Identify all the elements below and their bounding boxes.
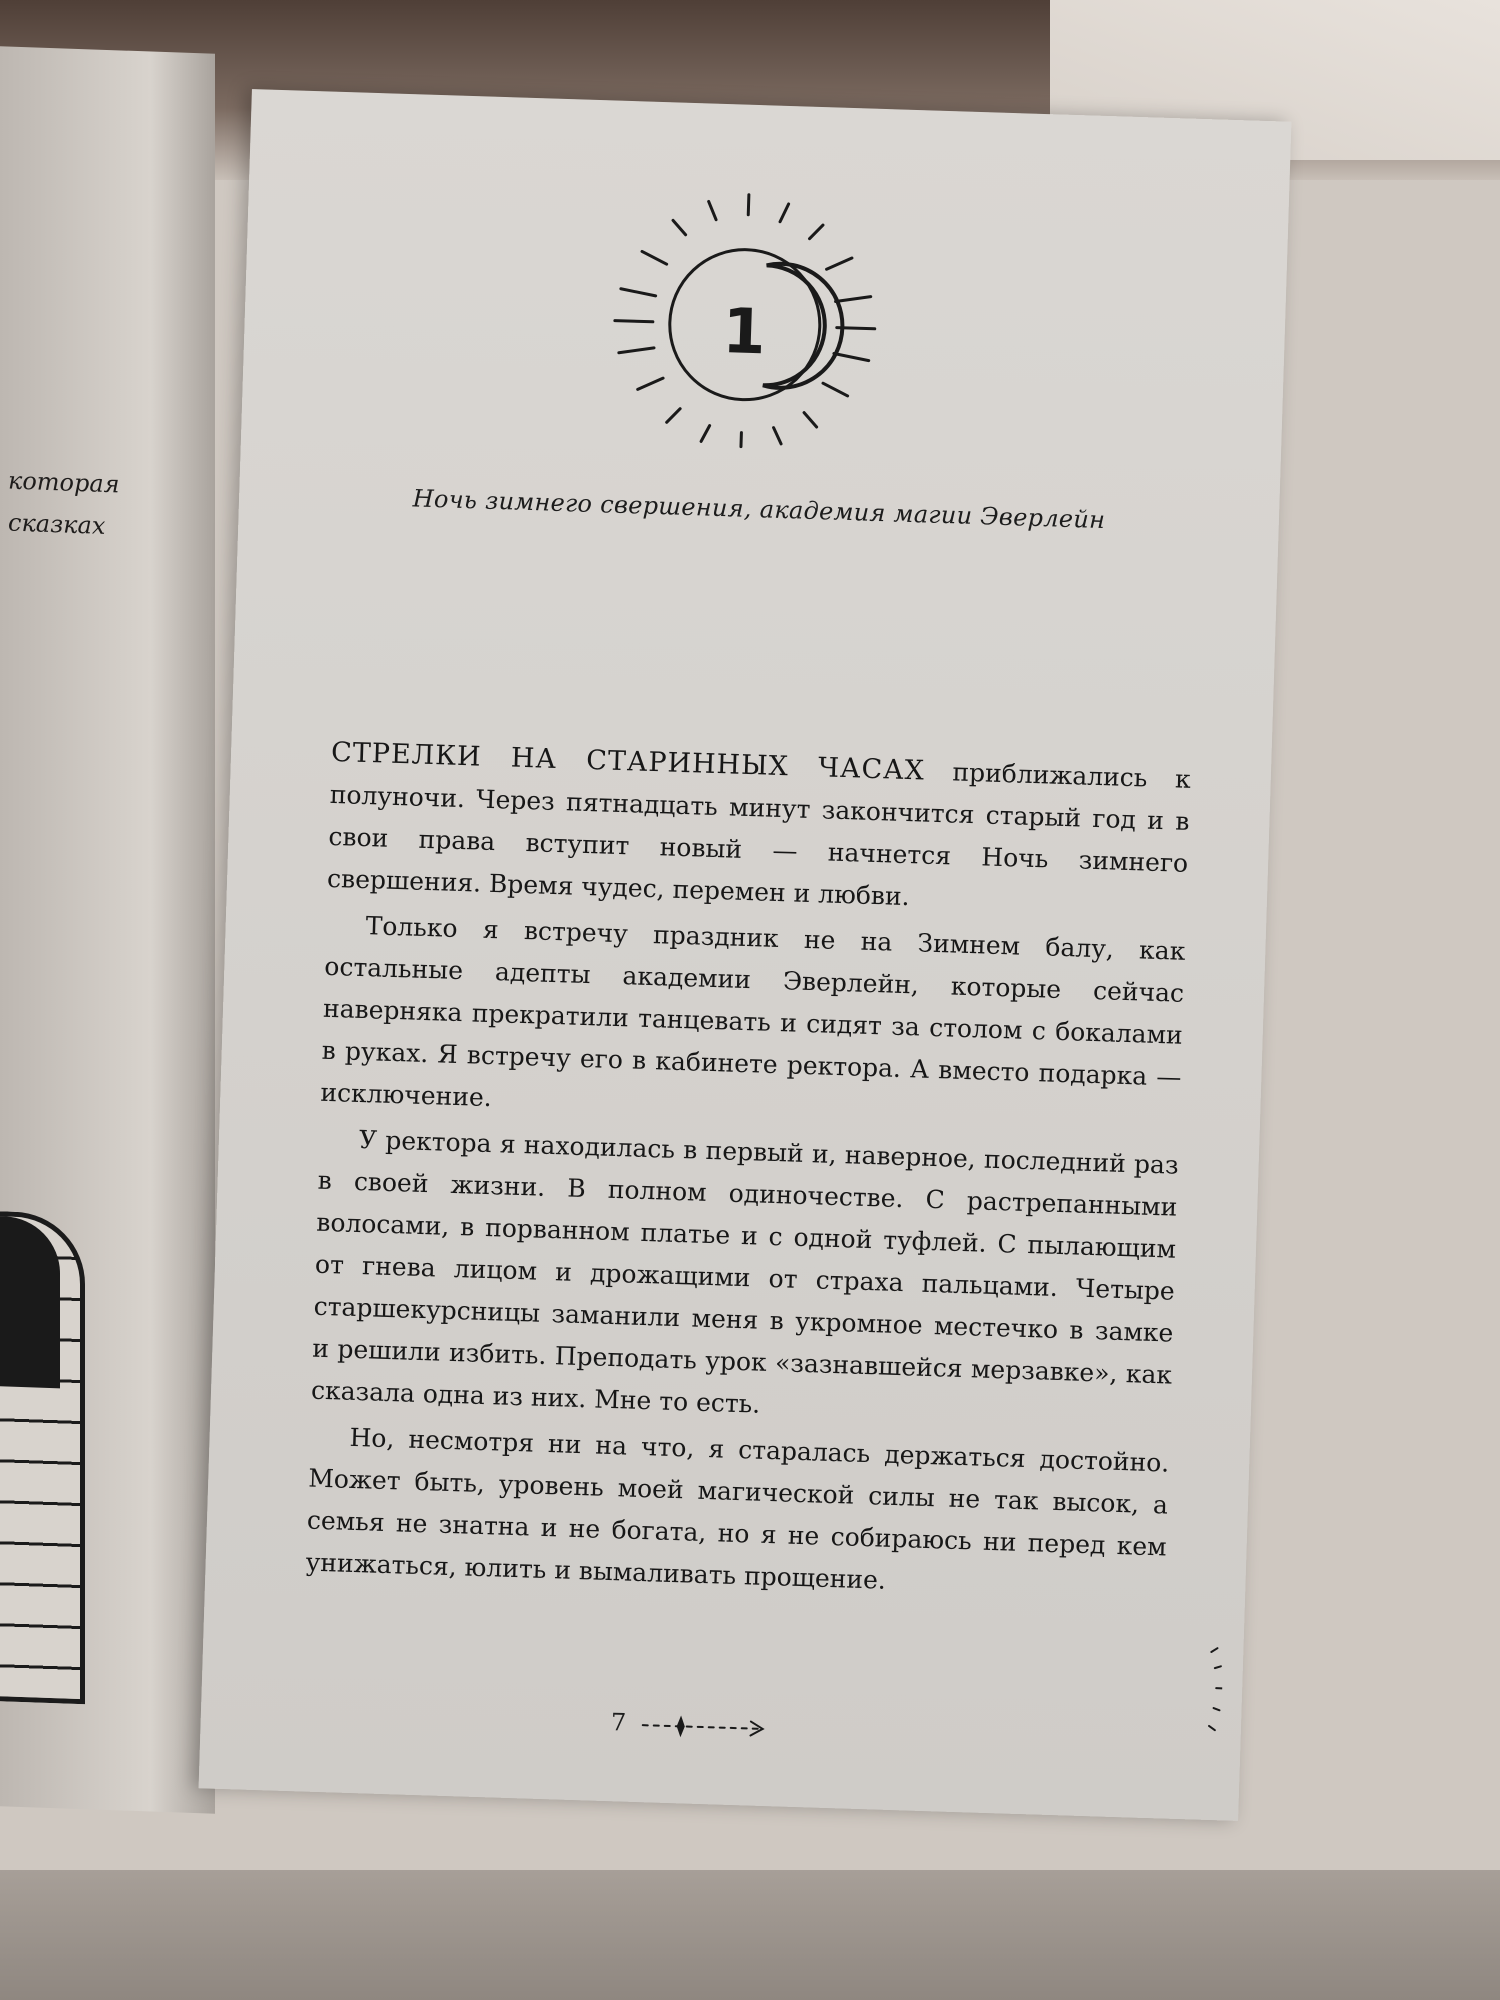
page-number: 7 [610, 1708, 627, 1737]
left-page-line-1: которая [8, 466, 120, 499]
table-surface [0, 1870, 1500, 2000]
lead-caps: СТРЕЛКИ НА СТАРИННЫХ ЧАСАХ [330, 736, 926, 787]
paragraph-3: У ректора я находилась в первый и, наверное, последний раз в своей жизни. В полном одиночестве. С растрепанными волосами, в порванном платье и с одной туфлей. С пылающим от гнева лицом и дрожащими от страха пальцами. Четыре старшекурсницы заманили меня в укромное местечко в замке и решили избить. Преподать урок «зазнавшейся мерзавке», как сказала одна из них. Мне то есть. [310, 1124, 1180, 1419]
arch-window-illustration [0, 1211, 85, 1704]
arch-window-dark [0, 1216, 60, 1388]
left-page-line-2: сказках [8, 508, 106, 540]
chapter-sunburst-icon [570, 169, 919, 470]
left-page [0, 46, 215, 1814]
paragraph-1 [327, 732, 1192, 927]
crescent-moon-icon [1161, 1638, 1224, 1740]
chapter-number: 1 [721, 294, 767, 369]
page-footer [610, 1706, 871, 1754]
right-page [199, 89, 1292, 1821]
arrow-ornament-icon [640, 1713, 771, 1741]
chapter-subtitle: Ночь зимнего свершения, академия магии Эверлейн [412, 484, 1106, 535]
paragraph-4: Но, несмотря ни на что, я старалась держаться достойно. Может быть, уровень моей магической силы не так высок, а семья не знатна и не богата, но я не собираюсь ни перед кем унижаться, юлить и вымаливать прощение. [305, 1422, 1170, 1595]
paragraph-1-text: приближались к полуночи. Через пятнадцать минут закончится старый год и в свои права вступит новый — начнется Ночь зимнего свершения. Время чудес, перемен и любви. [326, 756, 1192, 912]
chapter-body [305, 732, 1191, 1615]
paragraph-2: Только я встречу праздник не на Зимнем балу, как остальные адепты академии Эверлейн, которые сейчас наверняка прекратили танцевать и сидят за столом с бокалами в руках. Я встречу его в кабинете ректора. А вместо подарка — исключение. [320, 911, 1186, 1113]
